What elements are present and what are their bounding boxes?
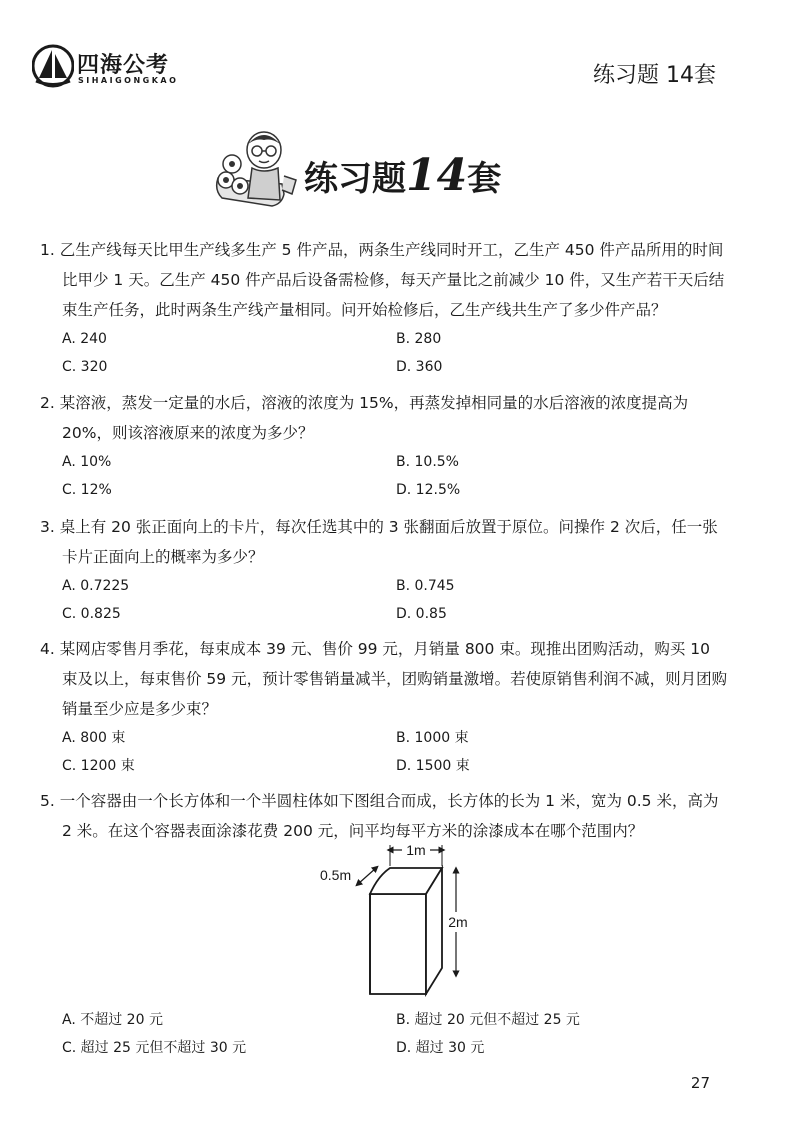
question-text: 桌上有 20 张正面向上的卡片，每次任选其中的 3 张翻面后放置于原位。问操作 2 次后，任一张卡片正面向上的概率为多少？ bbox=[59, 518, 718, 566]
option-b[interactable]: B. 超过 20 元但不超过 25 元 bbox=[396, 1012, 580, 1028]
header-title: 练习题 14套 bbox=[593, 63, 716, 88]
option-d[interactable]: D. 0.85 bbox=[396, 606, 447, 622]
option-c[interactable]: C. 320 bbox=[62, 359, 108, 375]
front-face bbox=[370, 894, 426, 994]
question-stem bbox=[40, 388, 730, 448]
question-text: 某网店零售月季花，每束成本 39 元、售价 99 元，月销量 800 束。现推出团购活动，购买 10 束及以上，每束售价 59 元，预计零售销量减半，团购销量激增。若使原销售利润不减，则月团购销量至少应是多少束？ bbox=[59, 640, 728, 718]
question-number: 3. bbox=[40, 518, 55, 536]
question-1 bbox=[40, 235, 730, 381]
height-label: 2m bbox=[448, 914, 468, 930]
option-d[interactable]: D. 12.5% bbox=[396, 482, 461, 498]
width-label: 0.5m bbox=[320, 867, 352, 883]
question-5 bbox=[40, 786, 730, 846]
option-b[interactable]: B. 1000 束 bbox=[396, 730, 469, 746]
question-3 bbox=[40, 512, 730, 628]
question-stem bbox=[40, 512, 730, 572]
sailboat-logo-icon bbox=[32, 44, 74, 88]
option-c[interactable]: C. 12% bbox=[62, 482, 112, 498]
option-a[interactable]: A. 240 bbox=[62, 331, 107, 347]
option-a[interactable]: A. 800 束 bbox=[62, 730, 126, 746]
option-c[interactable]: C. 0.825 bbox=[62, 606, 121, 622]
question-text: 乙生产线每天比甲生产线多生产 5 件产品，两条生产线同时开工，乙生产 450 件产品所用的时间比甲少 1 天。乙生产 450 件产品后设备需检修，每天产量比之前减少 10 件，又生产若干天后结束生产任务，此时两条生产线产量相同。问开始检修后，乙生产线共生产了多少件产品？ bbox=[59, 241, 725, 319]
option-a[interactable]: A. 不超过 20 元 bbox=[62, 1012, 163, 1028]
option-c[interactable]: C. 超过 25 元但不超过 30 元 bbox=[62, 1040, 247, 1056]
question-4 bbox=[40, 634, 730, 780]
question-number: 4. bbox=[40, 640, 55, 658]
option-a[interactable]: A. 0.7225 bbox=[62, 578, 130, 594]
option-list bbox=[40, 1006, 730, 1062]
option-a[interactable]: A. 10% bbox=[62, 454, 112, 470]
page-title bbox=[304, 150, 501, 201]
length-label: 1m bbox=[406, 842, 426, 858]
option-b[interactable]: B. 0.745 bbox=[396, 578, 455, 594]
option-d[interactable]: D. 360 bbox=[396, 359, 443, 375]
option-d[interactable]: D. 1500 束 bbox=[396, 758, 470, 774]
title-number: 14 bbox=[406, 150, 468, 201]
option-b[interactable]: B. 280 bbox=[396, 331, 442, 347]
question-stem bbox=[40, 634, 730, 724]
question-2 bbox=[40, 388, 730, 504]
option-list bbox=[40, 572, 730, 628]
option-list bbox=[40, 724, 730, 780]
question-number: 1. bbox=[40, 241, 55, 259]
option-list bbox=[40, 325, 730, 381]
title-suffix: 套 bbox=[467, 159, 502, 199]
title-prefix: 练习题 bbox=[304, 159, 406, 199]
mascot-icon bbox=[212, 128, 304, 218]
question-5-options bbox=[40, 1006, 730, 1062]
logo bbox=[32, 44, 182, 94]
question-number: 5. bbox=[40, 792, 55, 810]
option-b[interactable]: B. 10.5% bbox=[396, 454, 459, 470]
container-figure bbox=[318, 842, 478, 1012]
option-list bbox=[40, 448, 730, 504]
option-d[interactable]: D. 超过 30 元 bbox=[396, 1040, 485, 1056]
question-number: 2. bbox=[40, 394, 55, 412]
logo-subtitle: SIHAIGONGKAO bbox=[78, 76, 179, 85]
width-dimension-line bbox=[358, 868, 376, 884]
question-text: 一个容器由一个长方体和一个半圆柱体如下图组合而成，长方体的长为 1 米，宽为 0.5 米，高为 2 米。在这个容器表面涂漆花费 200 元，问平均每平方米的涂漆成本在哪个范围内？ bbox=[59, 792, 719, 840]
question-text: 某溶液，蒸发一定量的水后，溶液的浓度为 15%，再蒸发掉相同量的水后溶液的浓度提高为 20%，则该溶液原来的浓度为多少？ bbox=[59, 394, 689, 442]
option-c[interactable]: C. 1200 束 bbox=[62, 758, 135, 774]
page-number: 27 bbox=[690, 1074, 710, 1092]
question-stem bbox=[40, 786, 730, 846]
question-stem bbox=[40, 235, 730, 325]
logo-name: 四海公考 bbox=[77, 53, 170, 78]
